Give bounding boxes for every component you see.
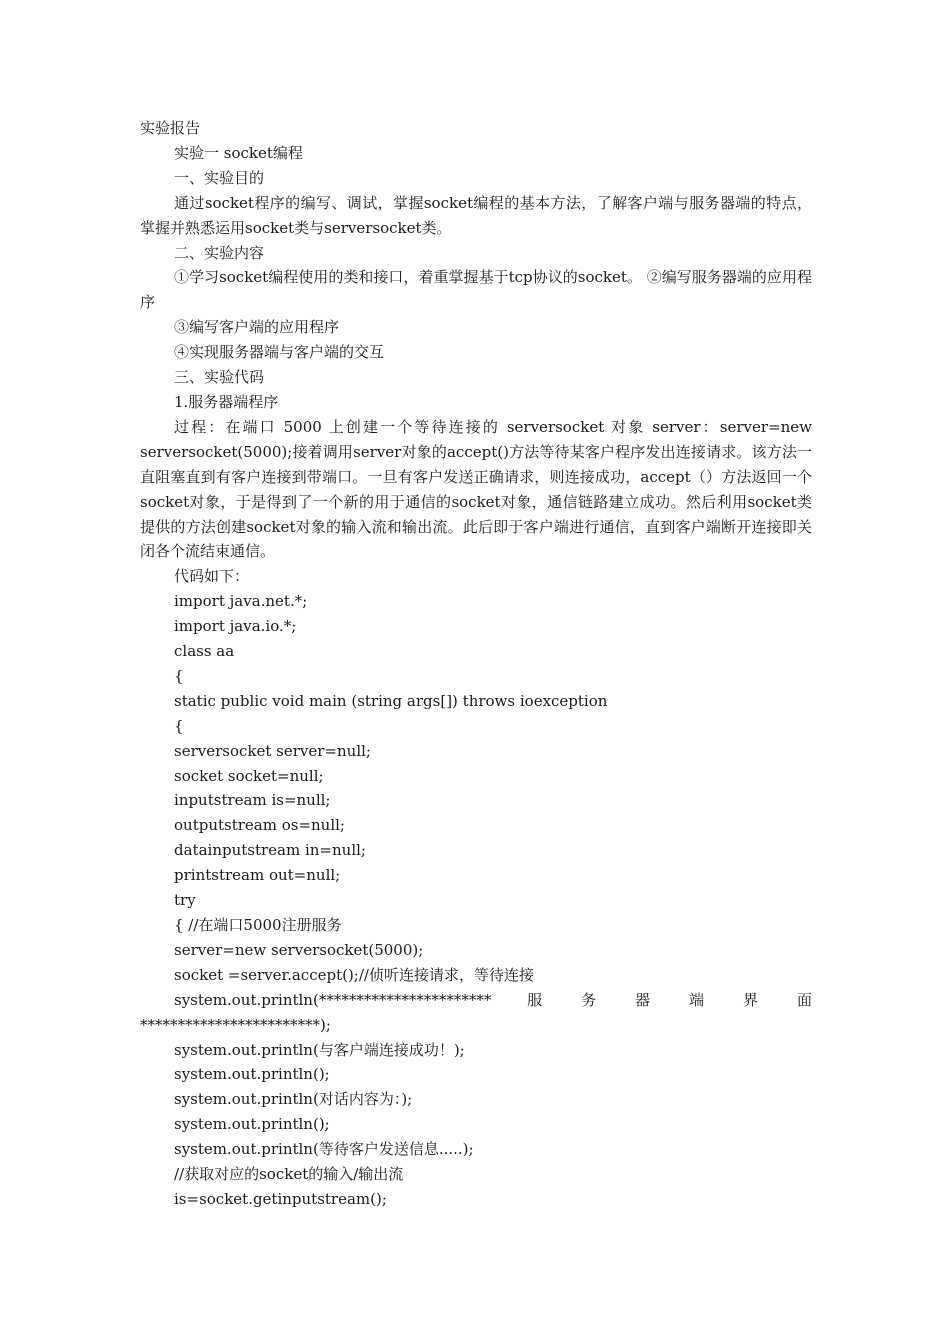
code-line: import java.io.*;: [174, 617, 297, 636]
code-banner-line: system.out.println(*********************** 服 务 器 端 界 面 ************************);: [140, 990, 812, 1034]
process-description: 过程：在端口 5000 上创建一个等待连接的 serversocket 对象 server：server=new serversocket(5000);接着调用server对象的accept()方法等待某客户程序发出连接请求。该方法一直阻塞直到有客户连接到带端口。一旦有客户发送正确请求，则连接成功，accept（）方法返回一个socket对象，于是得到了一个新的用于通信的socket对象，通信链路建立成功。然后利用socket类提供的方法创建socket对象的输入流和输出流。此后即于客户端进行通信，直到客户端断开连接即关闭各个流结束通信。: [140, 417, 812, 561]
code-line: class aa: [174, 642, 235, 661]
document-body: [140, 116, 812, 1212]
section-content-item-3: ③编写客户端的应用程序: [174, 318, 340, 337]
code-line: { //在端口5000注册服务: [174, 916, 342, 934]
experiment-heading: 实验一 socket编程: [174, 143, 303, 162]
code-block: [140, 589, 812, 1212]
code-line: system.out.println(对话内容为：);: [174, 1090, 413, 1109]
code-line: datainputstream in=null;: [174, 841, 366, 860]
code-line: {: [174, 666, 184, 685]
code-line: system.out.println(与客户端连接成功！);: [174, 1040, 465, 1059]
code-line: import java.net.*;: [174, 592, 308, 611]
section-code-title: 三、实验代码: [174, 368, 265, 387]
code-line: static public void main (string args[]) throws ioexception: [174, 691, 608, 710]
section-purpose-body: 通过socket程序的编写、调试，掌握socket编程的基本方法，了解客户端与服务器端的特点，掌握并熟悉运用socket类与serversocket类。: [140, 193, 812, 237]
code-line: printstream out=null;: [174, 866, 341, 885]
code-line: is=socket.getinputstream();: [174, 1189, 387, 1208]
code-line: socket socket=null;: [174, 766, 324, 785]
code-line: system.out.println();: [174, 1115, 330, 1134]
report-title: 实验报告: [140, 119, 201, 137]
code-line: {: [174, 716, 184, 735]
code-line: inputstream is=null;: [174, 791, 331, 810]
section-content-title: 二、实验内容: [174, 243, 265, 262]
code-line: outputstream os=null;: [174, 816, 345, 835]
code-line: server=new serversocket(5000);: [174, 940, 424, 959]
code-line: socket =server.accept();//侦听连接请求，等待连接: [174, 965, 534, 984]
code-line: system.out.println(等待客户发送信息.....);: [174, 1140, 474, 1159]
code-line: serversocket server=null;: [174, 741, 371, 760]
section-content-item-1: ①学习socket编程使用的类和接口，着重掌握基于tcp协议的socket。 ②编写服务器端的应用程序: [140, 268, 812, 312]
section-purpose-title: 一、实验目的: [174, 168, 265, 187]
code-comment-line: //获取对应的socket的输入/输出流: [174, 1165, 404, 1184]
code-intro: 代码如下：: [174, 567, 250, 586]
code-line: system.out.println();: [174, 1065, 330, 1084]
section-content-item-4: ④实现服务器端与客户端的交互: [174, 343, 385, 362]
server-program-title: 1.服务器端程序: [174, 392, 279, 411]
code-line: try: [174, 891, 196, 910]
